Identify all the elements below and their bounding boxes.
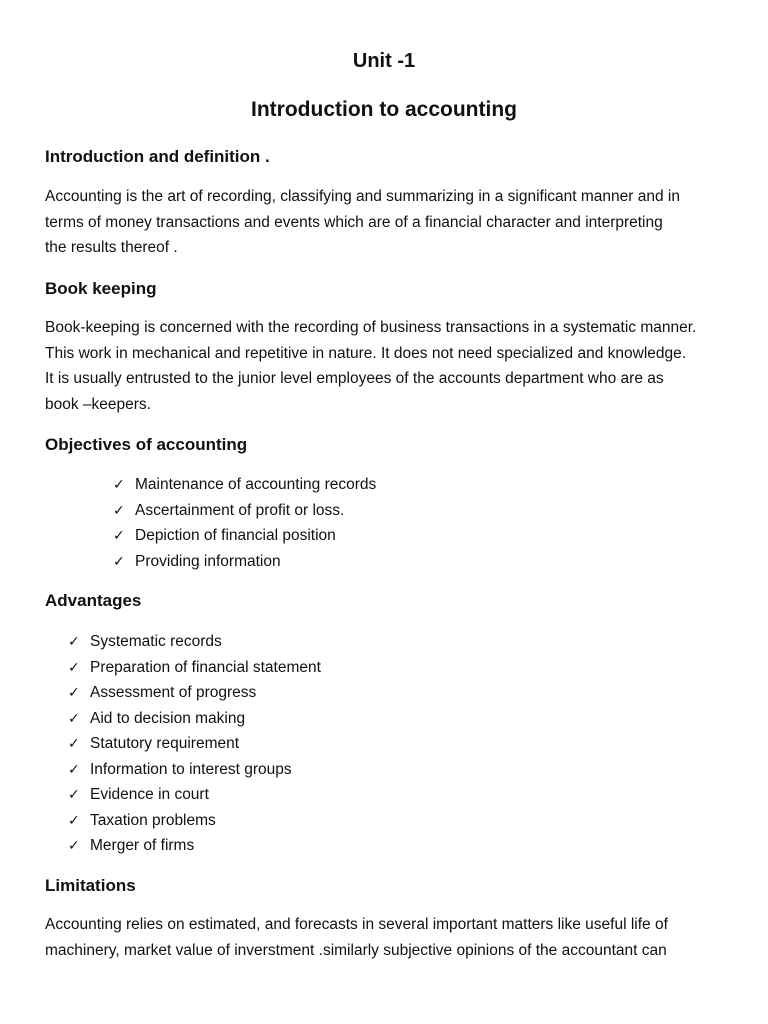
bookkeeping-line: It is usually entrusted to the junior level employees of the accounts department who are as: [45, 370, 664, 387]
list-item: [68, 731, 321, 757]
check-icon: ✓: [113, 527, 125, 543]
objectives-list: [113, 472, 376, 574]
list-item-label: Evidence in court: [90, 786, 209, 803]
list-item: [68, 757, 321, 783]
bookkeeping-heading: Book keeping: [45, 279, 157, 298]
list-item: [113, 472, 376, 498]
list-item: [113, 498, 376, 524]
list-item-label: Information to interest groups: [90, 760, 292, 778]
check-icon: ✓: [68, 684, 80, 700]
check-icon: ✓: [68, 735, 80, 751]
list-item: [68, 629, 321, 655]
intro-line: Accounting is the art of recording, classifying and summarizing in a significant manner and in: [45, 188, 680, 205]
bookkeeping-line: book –keepers.: [45, 395, 151, 413]
bookkeeping-paragraph: [45, 315, 735, 417]
list-item-label: Merger of firms: [90, 837, 195, 854]
check-icon: ✓: [68, 658, 80, 675]
check-icon: ✓: [113, 501, 125, 518]
list-item: [113, 523, 376, 549]
check-icon: ✓: [68, 633, 80, 649]
advantages-heading: Advantages: [45, 591, 142, 610]
list-item-label: Statutory requirement: [90, 735, 240, 752]
list-item: [68, 782, 321, 808]
list-item: [68, 706, 321, 732]
list-item: [68, 833, 321, 859]
unit-title: Unit -1: [352, 50, 416, 72]
intro-heading: Introduction and definition .: [45, 147, 270, 166]
list-item: [113, 549, 376, 575]
check-icon: ✓: [68, 837, 80, 853]
list-item-label: Aid to decision making: [90, 709, 246, 727]
list-item-label: Taxation problems: [90, 811, 216, 829]
objectives-heading: Objectives of accounting: [45, 435, 248, 454]
intro-line: the results thereof .: [45, 239, 178, 256]
list-item: [68, 655, 321, 681]
intro-line: terms of money transactions and events which are of a financial character and interpreting: [45, 213, 663, 231]
intro-paragraph: [45, 184, 735, 261]
list-item: [68, 680, 321, 706]
check-icon: ✓: [113, 476, 125, 492]
check-icon: ✓: [68, 709, 80, 726]
list-item-label: Preparation of financial statement: [90, 658, 321, 676]
limitations-heading: Limitations: [45, 876, 136, 895]
list-item-label: Ascertainment of profit or loss.: [135, 501, 345, 519]
list-item-label: Systematic records: [90, 633, 222, 650]
check-icon: ✓: [113, 552, 125, 569]
check-icon: ✓: [68, 811, 80, 828]
limitations-paragraph: [45, 912, 735, 963]
check-icon: ✓: [68, 786, 80, 802]
list-item: [68, 808, 321, 834]
advantages-list: [68, 629, 321, 859]
list-item-label: Maintenance of accounting records: [135, 476, 377, 493]
limitations-line: machinery, market value of inverstment .similarly subjective opinions of the accountant can: [45, 941, 667, 959]
check-icon: ✓: [68, 760, 80, 777]
bookkeeping-line: This work in mechanical and repetitive in nature. It does not need specialized and knowledge.: [45, 344, 687, 362]
list-item-label: Assessment of progress: [90, 684, 257, 701]
bookkeeping-line: Book-keeping is concerned with the recording of business transactions in a systematic manner.: [45, 319, 697, 336]
document-title: Introduction to accounting: [251, 98, 517, 121]
list-item-label: Depiction of financial position: [135, 527, 336, 544]
limitations-line: Accounting relies on estimated, and forecasts in several important matters like useful life of: [45, 916, 668, 933]
list-item-label: Providing information: [135, 552, 281, 570]
